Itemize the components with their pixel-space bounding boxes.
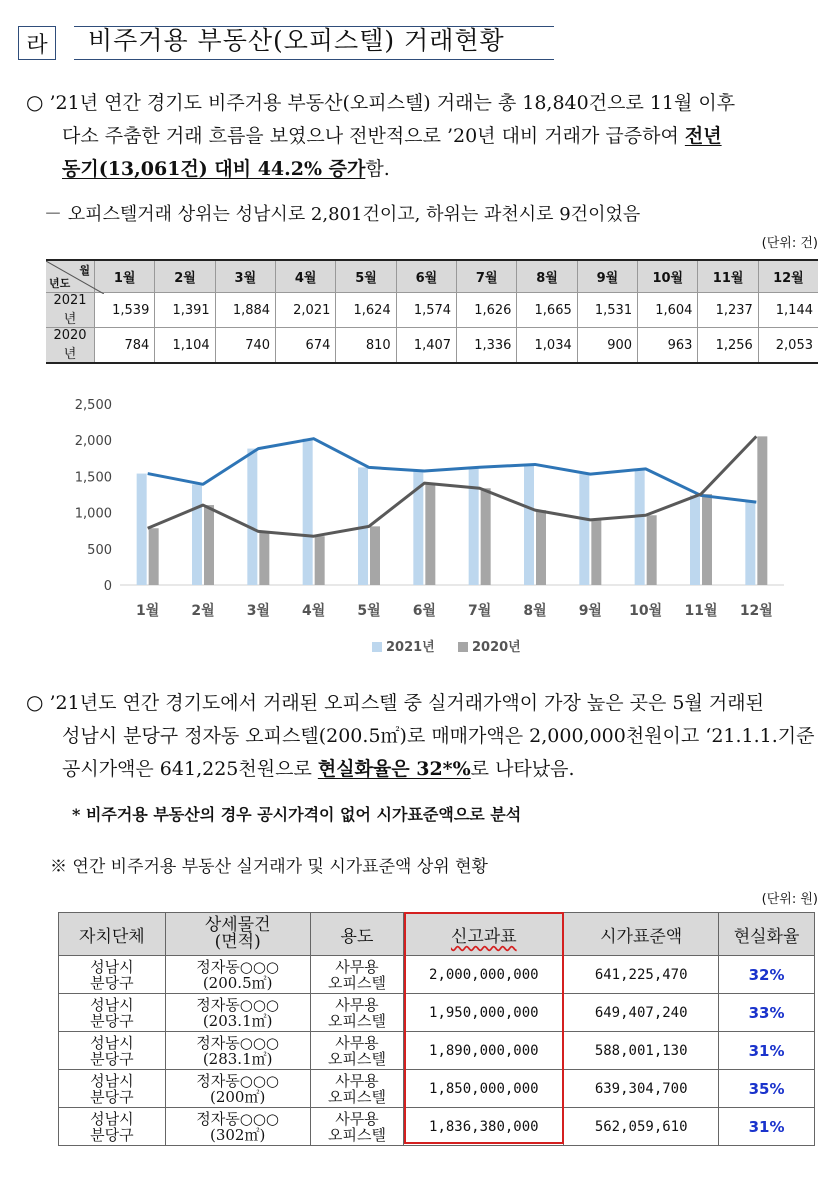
standard-cell: 562,059,610 — [564, 1108, 719, 1146]
bar-series-1 — [635, 469, 645, 585]
bar-series-1 — [247, 449, 257, 585]
x-tick-label: 2월 — [191, 603, 215, 619]
value-cell: 1,336 — [457, 328, 517, 364]
table-row — [59, 1070, 815, 1108]
value-cell: 963 — [638, 328, 698, 364]
value-cell: 1,407 — [396, 328, 456, 364]
para1-highlight-a: 전년 — [684, 125, 722, 147]
para2-line-b: 성남시 분당구 정자동 오피스텔(200.5㎡)로 매매가액은 2,000,000천원이고 ‘21.1.1.기준 — [62, 725, 815, 747]
x-tick-label: 11월 — [684, 603, 718, 619]
use-cell: 사무용 오피스텔 — [310, 956, 404, 994]
bar-series-1 — [524, 464, 534, 585]
standard-cell: 588,001,130 — [564, 1032, 719, 1070]
detail-cell: 정자동○○○ (283.1㎡) — [165, 1032, 310, 1070]
value-cell: 900 — [577, 328, 637, 364]
header-ratio: 현실화율 — [719, 913, 815, 956]
circle-bullet: ○ — [26, 690, 44, 714]
month-header: 1월 — [95, 260, 155, 293]
bar-series-2 — [702, 494, 712, 585]
month-header: 11월 — [698, 260, 758, 293]
value-cell: 1,104 — [155, 328, 215, 364]
corner-month: 월 — [79, 264, 90, 277]
region-cell: 성남시 분당구 — [59, 1108, 166, 1146]
value-cell: 1,539 — [95, 293, 155, 328]
header-declared-label: 신고과표 — [450, 926, 517, 947]
table-row — [46, 293, 818, 328]
month-header: 7월 — [457, 260, 517, 293]
value-cell: 1,626 — [457, 293, 517, 328]
value-cell: 1,884 — [215, 293, 275, 328]
bar-series-2 — [757, 436, 767, 585]
bar-series-1 — [745, 502, 755, 585]
header-use: 용도 — [310, 913, 404, 956]
unit-label-1: (단위: 건) — [761, 236, 818, 251]
para1-highlight-b: 동기(13,061건) 대비 44.2% 증가 — [62, 158, 366, 180]
region-cell: 성남시 분당구 — [59, 994, 166, 1032]
declared-cell: 1,836,380,000 — [404, 1108, 564, 1146]
top-transactions-table — [58, 912, 815, 1146]
value-cell: 1,034 — [517, 328, 577, 364]
ratio-cell: 31% — [719, 1108, 815, 1146]
value-cell: 1,144 — [758, 293, 818, 328]
ratio-cell: 32% — [719, 956, 815, 994]
bar-series-2 — [481, 488, 491, 585]
value-cell: 1,665 — [517, 293, 577, 328]
detail-cell: 정자동○○○ (200㎡) — [165, 1070, 310, 1108]
value-cell: 740 — [215, 328, 275, 364]
value-cell: 1,256 — [698, 328, 758, 364]
table-row — [59, 994, 815, 1032]
month-header: 4월 — [276, 260, 336, 293]
x-tick-label: 12월 — [739, 603, 773, 619]
bar-series-1 — [137, 474, 147, 585]
value-cell: 1,531 — [577, 293, 637, 328]
x-tick-label: 4월 — [302, 603, 326, 619]
region-cell: 성남시 분당구 — [59, 1032, 166, 1070]
declared-cell: 2,000,000,000 — [404, 956, 564, 994]
bar-series-2 — [259, 531, 269, 585]
table-header-row — [59, 913, 815, 956]
value-cell: 2,053 — [758, 328, 818, 364]
monthly-chart — [56, 392, 796, 672]
standard-cell: 639,304,700 — [564, 1070, 719, 1108]
month-header: 6월 — [396, 260, 456, 293]
section-title: 비주거용 부동산(오피스텔) 거래현황 — [74, 26, 554, 60]
month-header: 9월 — [577, 260, 637, 293]
bar-series-2 — [149, 528, 159, 585]
x-tick-label: 10월 — [629, 603, 663, 619]
para2-tail: 로 나타났음. — [470, 758, 575, 780]
header-detail: 상세물건 (면적) — [165, 913, 310, 956]
table-row — [59, 956, 815, 994]
month-header: 2월 — [155, 260, 215, 293]
corner-year: 년도 — [49, 277, 71, 290]
bar-series-2 — [204, 505, 214, 585]
value-cell: 810 — [336, 328, 396, 364]
bar-series-2 — [425, 483, 435, 585]
value-cell: 1,574 — [396, 293, 456, 328]
month-header: 12월 — [758, 260, 818, 293]
line-series-1 — [148, 439, 757, 502]
paragraph-1 — [26, 86, 826, 186]
para2-highlight: 현실화율은 32*% — [317, 758, 471, 780]
month-header: 10월 — [638, 260, 698, 293]
x-tick-label: 1월 — [136, 603, 160, 619]
ratio-cell: 35% — [719, 1070, 815, 1108]
para1-line-b: 다소 주춤한 거래 흐름을 보였으나 전반적으로 ’20년 대비 거래가 급증하여 — [62, 125, 685, 147]
region-cell: 성남시 분당구 — [59, 956, 166, 994]
para2-line-c: 공시가액은 641,225천원으로 — [62, 758, 318, 780]
header-standard: 시가표준액 — [564, 913, 719, 956]
bar-series-1 — [579, 474, 589, 585]
region-cell: 성남시 분당구 — [59, 1070, 166, 1108]
y-tick-label: 500 — [87, 542, 112, 558]
corner-cell — [46, 260, 95, 293]
value-cell: 1,237 — [698, 293, 758, 328]
bar-series-2 — [536, 510, 546, 585]
value-cell: 1,604 — [638, 293, 698, 328]
bar-series-2 — [591, 520, 601, 585]
line-series-2 — [148, 436, 757, 536]
declared-cell: 1,850,000,000 — [404, 1070, 564, 1108]
declared-cell: 1,890,000,000 — [404, 1032, 564, 1070]
table-row — [46, 328, 818, 364]
month-header: 3월 — [215, 260, 275, 293]
x-tick-label: 3월 — [246, 603, 270, 619]
use-cell: 사무용 오피스텔 — [310, 1108, 404, 1146]
x-tick-label: 9월 — [578, 603, 602, 619]
standard-cell: 641,225,470 — [564, 956, 719, 994]
legend-swatch — [372, 642, 382, 652]
y-tick-label: 1,500 — [74, 470, 112, 486]
legend-label: 2021년 — [386, 640, 435, 655]
x-tick-label: 8월 — [523, 603, 547, 619]
month-header: 8월 — [517, 260, 577, 293]
header-declared — [404, 913, 564, 956]
bar-series-1 — [469, 467, 479, 585]
y-tick-label: 2,500 — [74, 398, 112, 413]
use-cell: 사무용 오피스텔 — [310, 994, 404, 1032]
x-tick-label: 5월 — [357, 603, 381, 619]
bar-series-2 — [370, 526, 380, 585]
detail-cell: 정자동○○○ (200.5㎡) — [165, 956, 310, 994]
circle-bullet: ○ — [26, 90, 44, 114]
bar-series-2 — [647, 515, 657, 585]
detail-cell: 정자동○○○ (203.1㎡) — [165, 994, 310, 1032]
detail-cell: 정자동○○○ (302㎡) — [165, 1108, 310, 1146]
use-cell: 사무용 오피스텔 — [310, 1070, 404, 1108]
y-tick-label: 0 — [103, 579, 112, 594]
unit-label-2: (단위: 원) — [761, 892, 818, 907]
legend-label: 2020년 — [472, 640, 521, 655]
note-heading: ※ 연간 비주거용 부동산 실거래가 및 시가표준액 상위 현황 — [50, 857, 488, 877]
use-cell: 사무용 오피스텔 — [310, 1032, 404, 1070]
legend-swatch — [458, 642, 468, 652]
table-header-row — [46, 260, 818, 293]
paragraph-2 — [26, 686, 826, 786]
para1-tail: 함. — [365, 158, 390, 180]
header-region: 자치단체 — [59, 913, 166, 956]
x-tick-label: 7월 — [468, 603, 492, 619]
bar-series-1 — [192, 484, 202, 585]
x-tick-label: 6월 — [412, 603, 436, 619]
y-tick-label: 1,000 — [74, 506, 112, 522]
year-cell: 2021년 — [46, 293, 95, 328]
value-cell: 784 — [95, 328, 155, 364]
bar-series-1 — [690, 495, 700, 585]
value-cell: 674 — [276, 328, 336, 364]
table-row — [59, 1032, 815, 1070]
ratio-cell: 33% — [719, 994, 815, 1032]
bar-series-1 — [303, 439, 313, 585]
footnote: * 비주거용 부동산의 경우 공시가격이 없어 시가표준액으로 분석 — [72, 805, 522, 824]
value-cell: 1,391 — [155, 293, 215, 328]
standard-cell: 649,407,240 — [564, 994, 719, 1032]
value-cell: 1,624 — [336, 293, 396, 328]
para1-line-a: ’21년 연간 경기도 비주거용 부동산(오피스텔) 거래는 총 18,840건으로 11월 이후 — [49, 92, 736, 114]
monthly-table — [46, 259, 818, 364]
month-header: 5월 — [336, 260, 396, 293]
section-badge: 라 — [18, 26, 56, 60]
y-tick-label: 2,000 — [74, 434, 112, 450]
ratio-cell: 31% — [719, 1032, 815, 1070]
bar-series-2 — [315, 536, 325, 585]
sub-bullet: － 오피스텔거래 상위는 성남시로 2,801건이고, 하위는 과천시로 9건이었음 — [44, 204, 641, 225]
year-cell: 2020년 — [46, 328, 95, 364]
declared-cell: 1,950,000,000 — [404, 994, 564, 1032]
para2-line-a: ’21년도 연간 경기도에서 거래된 오피스텔 중 실거래가액이 가장 높은 곳은 5월 거래된 — [49, 692, 764, 714]
table-row — [59, 1108, 815, 1146]
value-cell: 2,021 — [276, 293, 336, 328]
